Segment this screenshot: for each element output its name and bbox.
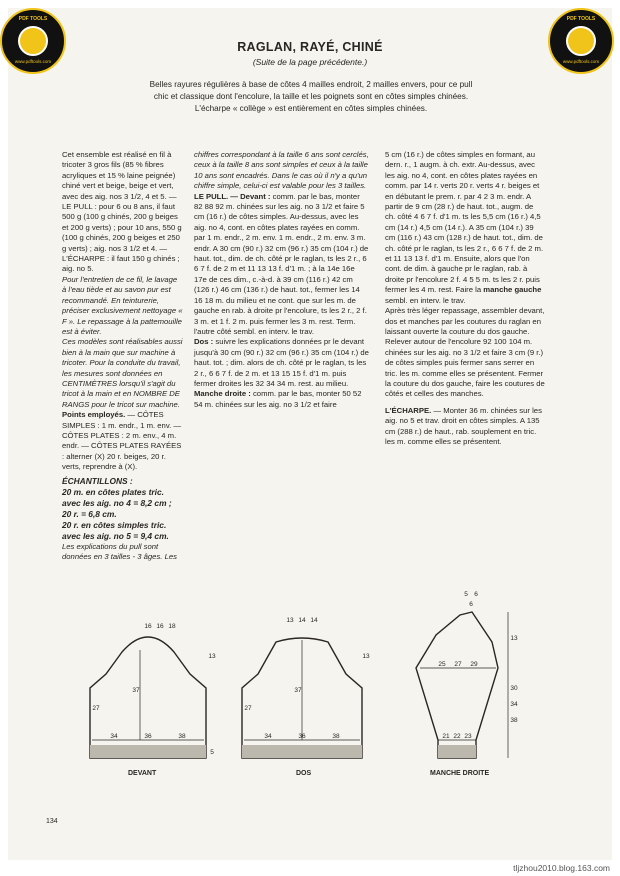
finishing-paragraph: Après très léger repassage, assembler devant, dos et manches par les coutures du raglan en laissant ouverte la couture du dos gauche. Relever autour de l'encolure 92 100 104 m. chinées sur les aig. no 3 1/2 et faire 3 cm (9 r.) de côtes simples puis fermer sans serrer en tric. les m. comme elles se présentent. Fermer la couture du dos gauche, faire les coutures de côtés et celles des manches. bbox=[385, 306, 545, 399]
front-neck-dims-3: 18 bbox=[168, 623, 176, 630]
scarf-label: L'ÉCHARPE. bbox=[385, 405, 432, 415]
back-width-dim-2: 36 bbox=[298, 733, 306, 740]
intro-line-1: Belles rayures régulières à base de côtes 4 mailles endroit, 2 mailles envers, pour ce pull bbox=[149, 80, 473, 89]
back-label: Dos : bbox=[194, 337, 214, 347]
gauge-line-1: 20 m. en côtes plates tric. avec les aig. no 4 = 8,2 cm ; 20 r. = 6,8 cm. bbox=[62, 486, 172, 519]
stitches-paragraph bbox=[62, 410, 183, 472]
sleeve-top-dim-2: 6 bbox=[474, 591, 478, 598]
footer-bar bbox=[0, 860, 620, 876]
back-label: DOS bbox=[296, 770, 312, 777]
back-width-dim: 34 bbox=[264, 733, 272, 740]
sleeve-cuff-dim-2: 22 bbox=[453, 733, 461, 740]
sleeve-length-dim-2: 34 bbox=[510, 701, 518, 708]
back-raglan-dim: 13 bbox=[362, 653, 370, 660]
sleeve-upper-dim: 25 bbox=[438, 661, 446, 668]
stitches-label: Points employés. bbox=[62, 410, 126, 420]
back-text: suivre les explications données pr le devant jusqu'à 30 cm (90 r.) 32 cm (96 r.) 35 cm (104 r.) de haut. tot. ; dim. alors de ch. côté pr le raglan, ts les 2 r., 6 6 7 f. de 2 m. et 13 15 15 f. d'1 m. puis fermer droites les 32 34 34 m. rest. au milieu. bbox=[194, 337, 369, 388]
sleeve-cuff-dim: 21 bbox=[442, 733, 450, 740]
front-rib-band bbox=[90, 745, 206, 758]
front-label: DEVANT bbox=[128, 770, 157, 777]
badge-bottom-text: www.pdftools.com bbox=[14, 59, 52, 64]
gauge-line-2: 20 r. en côtes simples tric. avec les aig. no 5 = 9,4 cm. bbox=[62, 519, 169, 541]
gauge-title: ÉCHANTILLONS : bbox=[62, 475, 133, 486]
back-height-dim: 37 bbox=[294, 687, 302, 694]
sleeve-continued bbox=[385, 150, 545, 306]
sleeve-upper-dim-3: 29 bbox=[470, 661, 478, 668]
front-label: LE PULL. — Devant : bbox=[194, 191, 271, 201]
page-number: 134 bbox=[46, 818, 58, 825]
front-paragraph bbox=[194, 192, 369, 338]
front-width-dim: 34 bbox=[110, 733, 118, 740]
sleeve-continued-text: 5 cm (16 r.) de côtes simples en formant, au dern. r., 1 augm. à ch. extr. Au-dessus, avec les aig. no 4, cont. en côtes plates rayées en comm. par 14 r. verts 20 r. verts 4 r. beiges et en débutant le prem. r. par 4 2 3 m. endr. A partir de 9 cm (28 r.) de haut. tot., augm. de ch. côté 4 6 7 f. d'1 m. ts les 5,5 cm (16 r.) 4,5 cm (14 r.) 4,5 cm (14 r.). A 35 cm (104 r.) 39 cm (116 r.) 43 cm (128 r.) de haut. tot., dim. de ch. côté pr le raglan, ts les 2 r., 6 6 7 f. de 2 m. et 11 13 13 f. d'1 m. Ensuite, alors que l'on cont. de dim. à gauche pr le raglan, rab. à droite pr l'encolure 2 f. 4 5 5 m. ts les 2 r. puis fermer les 4 m. rest. Faire la bbox=[385, 150, 544, 295]
sleeve-upper-dim-2: 27 bbox=[454, 661, 462, 668]
scarf-paragraph bbox=[385, 406, 545, 448]
page-subtitle: (Suite de la page précédente.) bbox=[252, 57, 368, 67]
sleeve-label: MANCHE DROITE bbox=[430, 770, 490, 777]
page-title: RAGLAN, RAYÉ, CHINÉ bbox=[237, 40, 383, 54]
front-side-dim: 27 bbox=[92, 705, 100, 712]
method-paragraph: Ces modèles sont réalisables aussi bien à la main que sur machine à tricoter. Pour la conduite du travail, les mesures sont données en CENTIMÈTRES lorsqu'il s'agit du tricot à la main et en NOMBRE DE RANGS pour le tricot sur machine. bbox=[62, 337, 183, 409]
left-sleeve-text: sembl. en interv. le trav. bbox=[385, 295, 466, 305]
back-paragraph bbox=[194, 337, 369, 389]
front-neck-dims-2: 16 bbox=[156, 623, 164, 630]
back-side-dim: 27 bbox=[244, 705, 252, 712]
footer-url[interactable]: tljzhou2010.blog.163.com bbox=[513, 863, 610, 873]
back-neck-dims-3: 14 bbox=[310, 617, 318, 624]
back-neck-dims-2: 14 bbox=[298, 617, 306, 624]
sleeve-rib-band bbox=[438, 745, 476, 758]
intro-line-3: L'écharpe « collège » est entièrement en côtes simples chinées. bbox=[194, 104, 428, 113]
knitting-schematics bbox=[62, 580, 552, 780]
front-raglan-dim: 13 bbox=[208, 653, 216, 660]
sleeve-raglan-dim: 13 bbox=[510, 635, 518, 642]
sleeve-top-dim-3: 6 bbox=[469, 601, 473, 608]
materials-paragraph: Cet ensemble est réalisé en fil à tricoter 3 gros fils (85 % fibres acryliques et 15 % laine peignée) chiné vert et beige, beige et vert, avec des aig. nos 3 1/2, 4 et 5. — LE PULL : pour 6 ou 8 ans, il faut 500 g (100 g chinés, 200 g beiges et 200 g verts) ; pour 10 ans, 550 g (100 g chinés, 200 g beiges et 250 g verts) ; aig. nos 3 1/2 et 4. — L'ÉCHARPE : il faut 150 g chinés ; aig. no 5. bbox=[62, 150, 182, 274]
badge-top-text: PDF TOOLS bbox=[18, 16, 48, 22]
front-rib-dim: 5 bbox=[210, 749, 214, 756]
sizes-paragraph: Les explications du pull sont données en 3 tailles - 3 âges. Les bbox=[62, 541, 177, 561]
back-rib-band bbox=[242, 745, 362, 758]
intro-line-2: chic et classique dont l'encolure, la taille et les poignets sont en côtes simples chinées. bbox=[153, 92, 469, 101]
right-sleeve-label: Manche droite : bbox=[194, 389, 251, 399]
right-sleeve-paragraph bbox=[194, 389, 369, 410]
column-1 bbox=[62, 150, 183, 562]
front-height-dim: 37 bbox=[132, 687, 140, 694]
stitches-text: — CÔTES SIMPLES : 1 m. endr., 1 m. env. — CÔTES PLATES : 2 m. env., 4 m. endr. — CÔTES PLATES RAYÉES : alterner (X) 20 r. beiges, 20 r. verts, reprendre à (X). bbox=[62, 410, 182, 472]
right-sleeve-text: comm. par le bas, monter 50 52 54 m. chinées sur les aig. no 3 1/2 et faire bbox=[194, 389, 362, 409]
scarf-text: — Monter 36 m. chinées sur les aig. no 5 et trav. droit en côtes simples. A 135 cm (288 r.) de haut., rab. souplement en tric. les m. comme elles se présentent. bbox=[385, 405, 542, 446]
front-width-dim-2: 36 bbox=[144, 733, 152, 740]
sleeve-cuff-dim-3: 23 bbox=[464, 733, 472, 740]
back-width-dim-3: 38 bbox=[332, 733, 340, 740]
front-width-dim-3: 38 bbox=[178, 733, 186, 740]
back-neck-dims: 13 bbox=[286, 617, 294, 624]
badge-top-text: PDF TOOLS bbox=[566, 16, 596, 22]
sleeve-top-dim: 5 bbox=[464, 591, 468, 598]
column-2 bbox=[194, 150, 369, 410]
care-paragraph: Pour l'entretien de ce fil, le lavage à l'eau tiède et au savon pur est recommandé. En teinturerie, préciser exclusivement nettoyage « F ». Le repassage à la pattemouille est à éviter. bbox=[62, 274, 183, 336]
sleeve-length-dim-3: 38 bbox=[510, 717, 518, 724]
badge-bottom-text: www.pdftools.com bbox=[562, 59, 600, 64]
front-neck-dims: 16 bbox=[144, 623, 152, 630]
front-text: comm. par le bas, monter 82 88 92 m. chinées sur les aig. no 3 1/2 et faire 5 cm (16 r.) de côtes simples. Au-dessus, avec les aig. no 4, cont. en côtes plates rayées en comm. par 1 m. endr., 2 m. env. 1 m. endr., 2 m. env. 3 m. endr. A 30 cm (90 r.) 32 cm (96 r.) 35 cm (104 r.) de haut. tot., dim. de ch. côté pr le raglan, ts les 2 r., 6 6 7 f. de 2 m et 11 13 13 f. d'1 m. ; à la 14e 16e 17e de ces dim., c.-à-d. à 39 cm (116 r.) 42 cm (126 r.) 46 cm (136 r.) de haut. tot., fermer les 14 16 18 m. du milieu et ne cont. que sur les m. de gauche en rab. à droite pr l'encolure, ts les 2 r., 2 f. 3 m. et 1 f. 2 m. puis fermer les 3 m. rest. Term. l'autre côté sembl. en interv. le trav. bbox=[194, 191, 369, 336]
column-3 bbox=[385, 150, 545, 447]
intro-paragraph bbox=[96, 79, 526, 115]
sizes-note: chiffres correspondant à la taille 6 ans sont cerclés, ceux à la taille 8 ans sont simples et ceux à la taille 10 ans sont encadrés. Dans le cas où il n'y a qu'un chiffre simple, celui-ci est valable pour les 3 tailles. bbox=[194, 150, 369, 191]
sleeve-length-dim: 30 bbox=[510, 685, 518, 692]
left-sleeve-label: manche gauche bbox=[483, 285, 542, 295]
